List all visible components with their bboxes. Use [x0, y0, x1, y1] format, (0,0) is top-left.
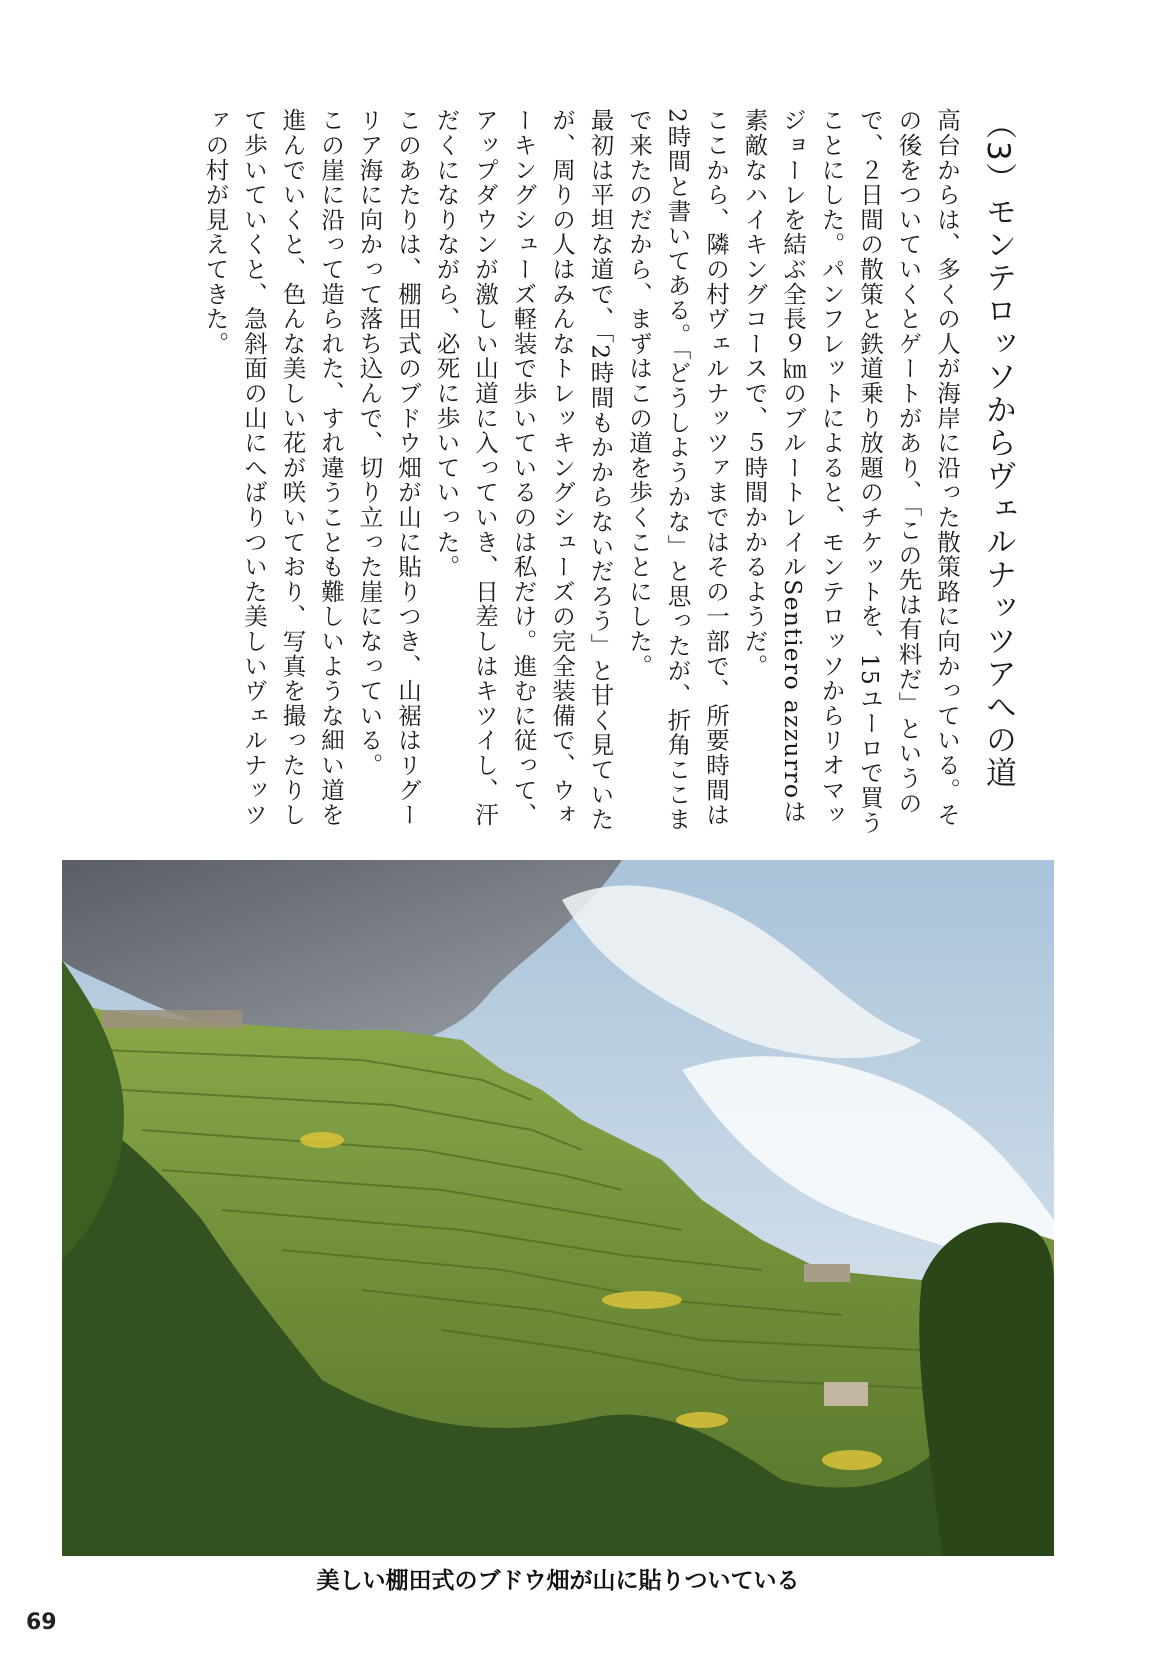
small-house	[804, 1264, 850, 1282]
article-body	[100, 108, 1030, 843]
paragraph: 最初は平坦な道で、「2時間もかからないだろう」と甘く見ていたが、周りの人はみんなトレッキングシューズの完全装備で、ウォーキングシューズ軽装で歩いているのは私だけ。進むに従って、アップダウンが激しい山道に入っていき、日差しはキツイし、汗だくになりながら、必死に歩いていった。	[432, 108, 615, 832]
paragraph: この崖に沿って造られた、すれ違うことも難しいような細い道を進んでいくと、色んな美しい花が咲いており、写真を撮ったりして歩いていくと、急斜面の山にへばりついた美しいヴェルナッツァの村が見えてきた。	[201, 108, 345, 828]
paragraph: ここから、隣の村ヴェルナッツァまではその一部で、所要時間は2時間と書いてある。「どうしようかな」と思ったが、折角ここまで来たのだから、まずはこの道を歩くことにした。	[625, 108, 730, 832]
right-trees	[919, 1222, 1054, 1556]
small-shed	[824, 1382, 868, 1406]
stone-wall	[102, 1010, 242, 1028]
photo-caption: 美しい棚田式のブドウ畑が山に貼りついている	[316, 1568, 800, 1594]
paragraph: このあたりは、棚田式のブドウ畑が山に貼りつき、山裾はリグーリア海に向かって落ち込んで、切り立った崖になっている。	[355, 108, 422, 828]
page-number: 69	[26, 1610, 57, 1635]
vineyard-terraces-photo	[62, 860, 1054, 1556]
paragraph: 高台からは、多くの人が海岸に沿った散策路に向かっている。その後をついていくとゲートがあり、「この先は有料だ」というので、２日間の散策と鉄道乗り放題のチケットを、15ユーロで買うことにした。パンフレットによると、モンテロッソからリオマッジョーレを結ぶ全長９㎞のブルートレイルSentiero azzurroは素敵なハイキングコースで、５時間かかるようだ。	[740, 108, 961, 835]
section-heading: （3）モンテロッソからヴェルナッツアへの道	[980, 108, 1016, 790]
